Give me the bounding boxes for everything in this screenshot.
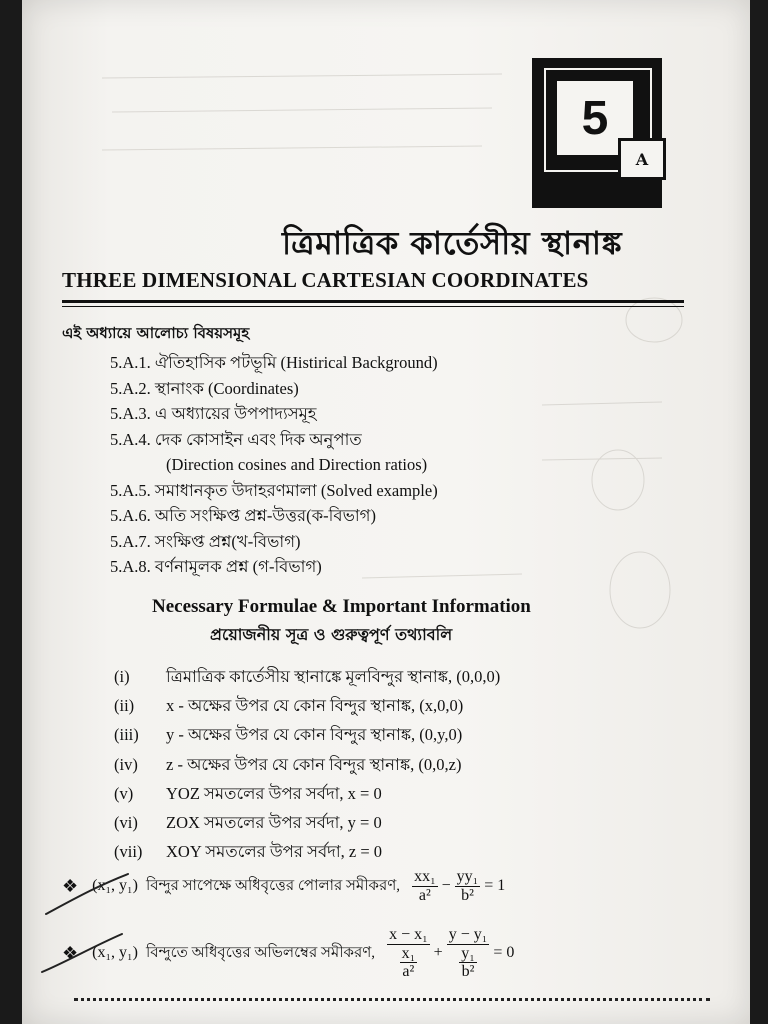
toc-item: 5.A.2. স্থানাংক (Coordinates)	[110, 378, 299, 398]
formula-text: x - অক্ষের উপর যে কোন বিন্দুর স্থানাঙ্ক, (x,0,0)	[166, 696, 464, 716]
fraction	[412, 868, 438, 904]
fraction	[455, 868, 481, 904]
nested-fraction	[400, 945, 418, 981]
chapter-part: A	[635, 149, 649, 169]
formula-number: (vi)	[114, 812, 138, 832]
dotted-separator	[74, 998, 710, 1001]
formula-number: (iv)	[114, 754, 138, 774]
formula-text: XOY সমতলের উপর সর্বদা, z = 0	[166, 842, 382, 862]
formula-item	[114, 779, 500, 808]
fraction-numerator: y − y₁	[448, 926, 488, 943]
fraction-numerator: xx₁	[414, 868, 436, 885]
formula-number: (i)	[114, 667, 130, 686]
formula-number: (vii)	[114, 842, 143, 862]
fraction-denominator: a²	[418, 886, 431, 904]
formula-item	[114, 808, 500, 837]
formula-item	[114, 691, 500, 720]
formula-number: (ii)	[114, 696, 135, 716]
toc-item-continuation: (Direction cosines and Direction ratios)	[166, 455, 428, 474]
toc-item: 5.A.8. বর্ণনামূলক প্রশ্ন (গ-বিভাগ)	[110, 557, 322, 576]
fraction-denominator: b²	[461, 886, 474, 904]
handwritten-check-mark	[42, 870, 132, 920]
section-subtitle: প্রয়োজনীয় সূত্র ও গুরুত্বপূর্ণ তথ্যাবলি	[210, 625, 453, 644]
toc-item: 5.A.1. ঐতিহাসিক পটভূমি (Histirical Background)	[110, 353, 438, 372]
handwritten-check-mark	[38, 928, 128, 978]
formula-item	[114, 750, 500, 779]
section-title: Necessary Formulae & Important Information	[152, 596, 531, 617]
fraction-numerator: yy₁	[456, 868, 479, 885]
title-rule-thin	[62, 306, 684, 307]
equation-normal	[62, 926, 514, 981]
chapter-title-english: THREE DIMENSIONAL CARTESIAN COORDINATES	[62, 268, 589, 292]
nested-numerator: y₁	[461, 944, 475, 962]
formula-number: (v)	[114, 783, 134, 803]
formula-text: ZOX সমতলের উপর সর্বদা, y = 0	[166, 812, 382, 832]
equation-rhs: = 1	[484, 877, 506, 895]
operator: −	[441, 877, 451, 895]
fraction-denominator	[453, 945, 483, 981]
equation-point: (x₁, y₁)	[92, 877, 138, 895]
diamond-bullet-icon: ❖	[62, 875, 79, 896]
formula-item	[114, 662, 500, 691]
formula-item	[114, 720, 500, 749]
fraction	[387, 926, 430, 981]
fraction-numerator: x − x₁	[389, 926, 428, 943]
nested-denominator: a²	[402, 963, 415, 981]
fraction	[447, 926, 490, 981]
toc-list	[110, 350, 438, 580]
formula-number: (iii)	[114, 725, 139, 745]
operator: +	[433, 944, 443, 962]
equation-text: বিন্দুর সাপেক্ষে অধিবৃত্তের পোলার সমীকরণ,	[145, 877, 401, 894]
book-page	[22, 0, 750, 1024]
formula-text: z - অক্ষের উপর যে কোন বিন্দুর স্থানাঙ্ক, (0,0,z)	[166, 754, 462, 774]
equation-rhs: = 0	[493, 944, 515, 962]
nested-denominator: b²	[461, 963, 475, 981]
formula-item	[114, 837, 500, 866]
equation-point: (x₁, y₁)	[92, 944, 138, 962]
diamond-bullet-icon: ❖	[62, 942, 79, 963]
formula-text: y - অক্ষের উপর যে কোন বিন্দুর স্থানাঙ্ক, (0,y,0)	[166, 725, 463, 745]
toc-item: 5.A.6. অতি সংক্ষিপ্ত প্রশ্ন-উত্তর(ক-বিভাগ)	[110, 506, 376, 525]
toc-item: 5.A.7. সংক্ষিপ্ত প্রশ্ন(খ-বিভাগ)	[110, 531, 301, 551]
formula-text: ত্রিমাত্রিক কার্তেসীয় স্থানাঙ্কে মূলবিন্দুর স্থানাঙ্ক, (0,0,0)	[166, 667, 501, 686]
fraction-denominator	[394, 945, 424, 981]
chapter-title-bengali: ত্রিমাত্রিক কার্তেসীয় স্থানাঙ্ক	[282, 224, 623, 262]
formulae-list	[114, 662, 500, 866]
toc-item: 5.A.3. এ অধ্যায়ের উপপাদ্যসমূহ	[110, 404, 317, 423]
toc-item: 5.A.5. সমাধানকৃত উদাহরণমালা (Solved example)	[110, 480, 438, 500]
formula-text: YOZ সমতলের উপর সর্বদা, x = 0	[166, 783, 382, 803]
nested-numerator: x₁	[401, 944, 416, 962]
toc-heading: এই অধ্যায়ে আলোচ্য বিষয়সমূহ	[62, 324, 250, 342]
equation-text: বিন্দুতে অধিবৃত্তের অভিলম্বের সমীকরণ,	[145, 944, 376, 961]
title-rule-thick	[62, 300, 684, 303]
chapter-part-badge	[618, 138, 666, 180]
toc-item: 5.A.4. দেক কোসাইন এবং দিক অনুপাত	[110, 429, 362, 449]
chapter-number: 5	[581, 91, 609, 145]
nested-fraction	[459, 945, 477, 981]
